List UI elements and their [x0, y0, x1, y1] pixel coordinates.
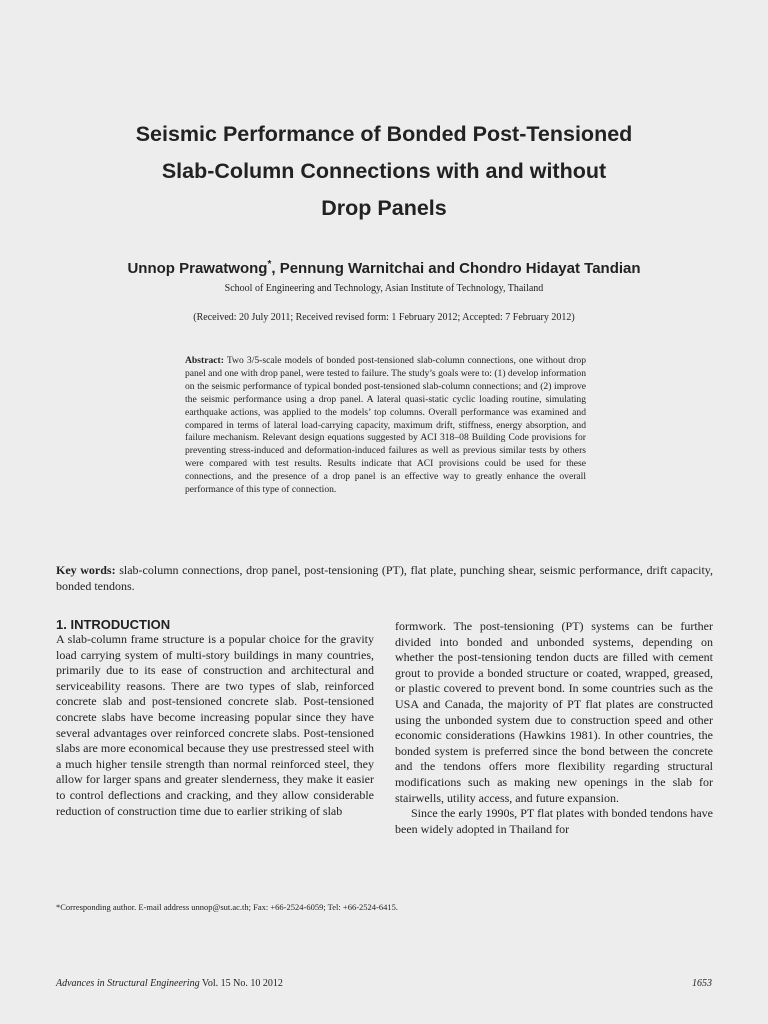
affiliation: School of Engineering and Technology, Asian Institute of Technology, Thailand [224, 283, 544, 294]
journal-name: Advances in Structural Engineering [56, 978, 200, 989]
intro-paragraph-2: Since the early 1990s, PT flat plates with bonded tendons have been widely adopted in Thailand for [395, 806, 713, 836]
page-number: 1653 [692, 978, 712, 989]
first-author: Unnop Prawatwong [127, 260, 268, 277]
keywords [56, 563, 713, 594]
keywords-label: Key words: [56, 563, 116, 577]
body-column-left [56, 632, 374, 819]
intro-paragraph-1: A slab-column frame structure is a popular choice for the gravity load carrying system of multi-story buildings in many countries, primarily due to its ease of construction and architectural and serviceability reasons. There are two types of slab, reinforced concrete slab and post-tensioned concrete slab. Post-tensioned concrete slabs have become increasing popular since they have several advantages over reinforced concrete slabs. Post-tensioned slabs are more economical because they use prestressed steel with a much higher tensile strength than normal reinforced steel, they allow for larger spans and greater slenderness, they make it easier to control deflections and cracking, and they allow considerable reduction of construction time due to earlier striking of slab [56, 632, 374, 818]
title-line-2: Slab-Column Connections with and without [161, 159, 607, 183]
author-list [40, 259, 728, 277]
received-dates: (Received: 20 July 2011; Received revised form: 1 February 2012; Accepted: 7 February 2012) [193, 312, 575, 323]
corresponding-author-footnote: *Corresponding author. E-mail address unnop@sut.ac.th; Fax: +66-2524-6059; Tel: +66-2524-6415. [56, 902, 398, 912]
body-column-right [395, 619, 713, 837]
abstract-text: Two 3/5-scale models of bonded post-tensioned slab-column connections, one without drop panel and one with drop panel, were tested to failure. The study’s goals were to: (1) develop information on the seismic performance of typical bonded post-tensioned slab-column connections; and (2) improve the seismic performance using a drop panel. A lateral quasi-static cyclic loading routine, simulating earthquake actions, was applied to the models’ top columns. Overall performance was examined and compared in terms of lateral load-carrying capacity, maximum drift, stiffness, energy absorption, and failure mechanism. Relevant design equations suggested by ACI 318–08 Building Code provisions for preventing stress-induced and deformation-induced failures as well as previous similar tests by others were compared with test results. Results indicate that ACI provisions could be used for these connections, and the presence of a drop panel is an effective way to greatly enhance the overall performance of this type of connection. [185, 355, 586, 496]
title-line-1: Seismic Performance of Bonded Post-Tensioned [135, 122, 633, 146]
abstract [185, 355, 586, 497]
other-authors: , Pennung Warnitchai and Chondro Hidayat Tandian [271, 260, 641, 277]
intro-paragraph-continued: formwork. The post-tensioning (PT) systems can be further divided into bonded and unbonded systems, depending on whether the post-tensioning tendon ducts are filled with cement grout to provide a bonded structure or coated, wrapped, greased, or plastic covered to prevent bond. In some countries such as the USA and Canada, the majority of PT flat plates are constructed using the unbonded system due to construction speed and other economic considerations (Hawkins 1981). In other countries, the bonded system is preferred since the bond between the concrete and the tendons offers more flexibility regarding structural modifications such as making new openings in the slab for stairwells, utility access, and future expansion. [395, 619, 713, 805]
paper-title [40, 116, 728, 227]
abstract-label: Abstract: [185, 355, 224, 366]
journal-volume: Vol. 15 No. 10 2012 [199, 978, 283, 989]
keywords-text: slab-column connections, drop panel, post-tensioning (PT), flat plate, punching shear, seismic performance, drift capacity, bonded tendons. [56, 563, 713, 593]
journal-citation [56, 978, 283, 989]
corresponding-mark: * [267, 259, 272, 270]
title-line-3: Drop Panels [321, 196, 447, 220]
section-heading-introduction: 1. INTRODUCTION [56, 617, 171, 632]
